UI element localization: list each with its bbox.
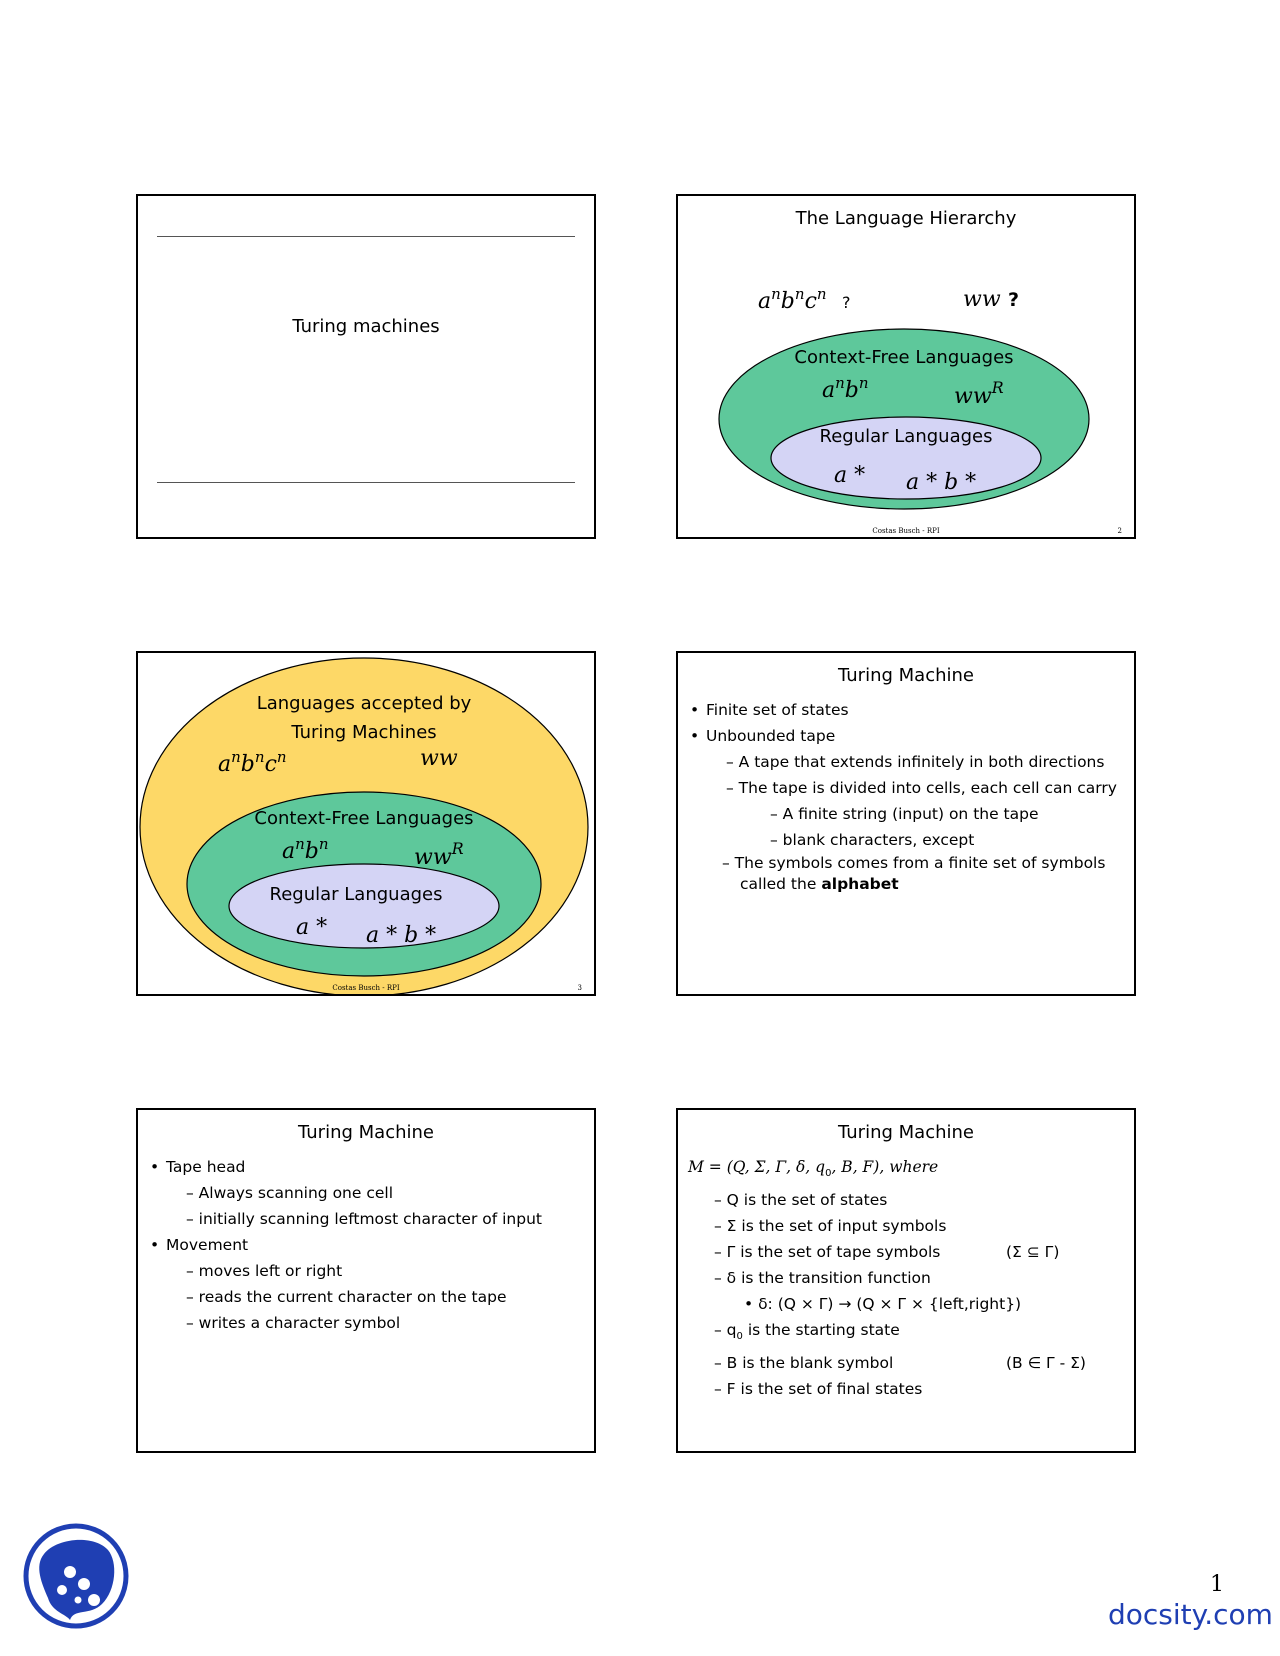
sub-item: – reads the current character on the tape	[186, 1288, 507, 1306]
bullet-item: • Tape head	[148, 1154, 586, 1180]
slide-turing-machine-tape	[676, 651, 1136, 996]
bullet-item: • Movement	[148, 1232, 586, 1258]
tuple-prefix: M = (Q, Σ, Γ, δ, q	[688, 1158, 826, 1176]
bullet-list	[688, 697, 1126, 895]
regular-label: Regular Languages	[269, 884, 443, 905]
turing-hierarchy-diagram	[138, 653, 594, 994]
slide-title: Turing machines	[292, 316, 440, 337]
example-ww: ww	[420, 746, 458, 771]
slide-title: Turing Machine	[838, 665, 974, 686]
page-number: 1	[1210, 1572, 1224, 1597]
def-side-note: (Σ ⊆ Γ)	[1006, 1243, 1060, 1262]
example-astar: a *	[834, 463, 866, 488]
docsity-logo-icon[interactable]	[22, 1520, 130, 1632]
sub-item: – Always scanning one cell	[186, 1184, 394, 1202]
hierarchy-diagram	[678, 196, 1134, 537]
sub-item: – writes a character symbol	[186, 1314, 401, 1332]
sub-item: – initially scanning leftmost character of input	[186, 1210, 543, 1228]
sub-sub-item: – blank characters, except	[770, 831, 975, 849]
def-text: – B is the blank symbol	[714, 1354, 894, 1373]
example-ww: ww	[963, 287, 1001, 312]
sub-item: – moves left or right	[186, 1262, 343, 1280]
sub-sub-item: – A finite string (input) on the tape	[770, 805, 1039, 823]
slide-title: Turing Machine	[838, 1122, 974, 1143]
example-anbn: $a^nb^n$	[282, 835, 329, 864]
sub-item: – The tape is divided into cells, each cell can carry	[726, 779, 1117, 797]
tuple-suffix: , B, F), where	[831, 1158, 939, 1176]
cfl-label: Context-Free Languages	[254, 808, 474, 829]
example-astar: a *	[296, 915, 328, 940]
example-astar-bstar: a * b *	[366, 923, 437, 948]
footer-credit: Costas Busch - RPI	[332, 984, 400, 992]
tuple-subscript: 0	[825, 1168, 832, 1180]
slide-language-hierarchy	[676, 194, 1136, 539]
alphabet-term: alphabet	[821, 875, 899, 893]
slide-title: The Language Hierarchy	[795, 208, 1017, 229]
def-item-q0	[688, 1317, 1126, 1350]
example-astar-bstar: a * b *	[906, 470, 977, 495]
example-wwR: $ww^R$	[414, 839, 464, 870]
slide-turing-hierarchy	[136, 651, 596, 996]
slide-number: 2	[1117, 527, 1122, 535]
def-item-blank	[688, 1350, 1126, 1376]
alphabet-text: – The symbols comes from a finite set of symbols called the	[722, 854, 1106, 893]
slide-title: Turing Machine	[298, 1122, 434, 1143]
slide-turing-machine-head	[136, 1108, 596, 1453]
def-item: – F is the set of final states	[714, 1380, 923, 1399]
def-item: – Q is the set of states	[714, 1191, 888, 1210]
def-side-note: (B ∈ Γ - Σ)	[1006, 1354, 1086, 1373]
bullet-list	[148, 1154, 586, 1336]
footer-credit: Costas Busch - RPI	[872, 527, 940, 535]
q0-subscript: 0	[736, 1331, 743, 1343]
example-wwR: $ww^R$	[954, 378, 1004, 409]
bullet-item: • Finite set of states	[688, 697, 1126, 723]
divider-top	[157, 236, 575, 237]
tuple-definition	[688, 1154, 1126, 1187]
slide-number: 3	[577, 984, 582, 992]
sub-item-alphabet	[688, 853, 1126, 895]
question-mark-1: ?	[842, 293, 851, 312]
example-anbncn: $a^nb^nc^n$	[218, 748, 287, 777]
question-mark-2: ?	[1008, 289, 1020, 311]
def-sub-item: • δ: (Q × Γ) → (Q × Γ × {left,right})	[744, 1295, 1022, 1314]
slide-turing-machine-definition	[676, 1108, 1136, 1453]
tm-label-line1: Languages accepted by	[256, 693, 472, 714]
regular-ellipse	[229, 864, 499, 948]
q0-prefix: – q	[714, 1321, 737, 1340]
regular-label: Regular Languages	[819, 426, 993, 447]
def-item: – Σ is the set of input symbols	[714, 1217, 947, 1236]
example-anbncn	[758, 285, 827, 314]
example-anbn: $a^nb^n$	[822, 374, 869, 403]
brand-link[interactable]: docsity.com	[1108, 1598, 1273, 1631]
tm-label-line2: Turing Machines	[291, 722, 437, 743]
def-item-gamma	[688, 1239, 1126, 1265]
bullet-item: • Unbounded tape	[688, 723, 1126, 749]
def-item: – δ is the transition function	[714, 1269, 931, 1288]
slide-title-turing-machines	[136, 194, 596, 539]
cfl-label: Context-Free Languages	[794, 347, 1014, 368]
svg-text:anbncn: $a^nb^nc^n$	[758, 285, 827, 314]
def-text: – Γ is the set of tape symbols	[714, 1243, 941, 1262]
divider-bottom	[157, 482, 575, 483]
sub-item: – A tape that extends infinitely in both directions	[726, 753, 1105, 771]
definition-list	[688, 1154, 1126, 1402]
q0-suffix: is the starting state	[742, 1321, 900, 1340]
